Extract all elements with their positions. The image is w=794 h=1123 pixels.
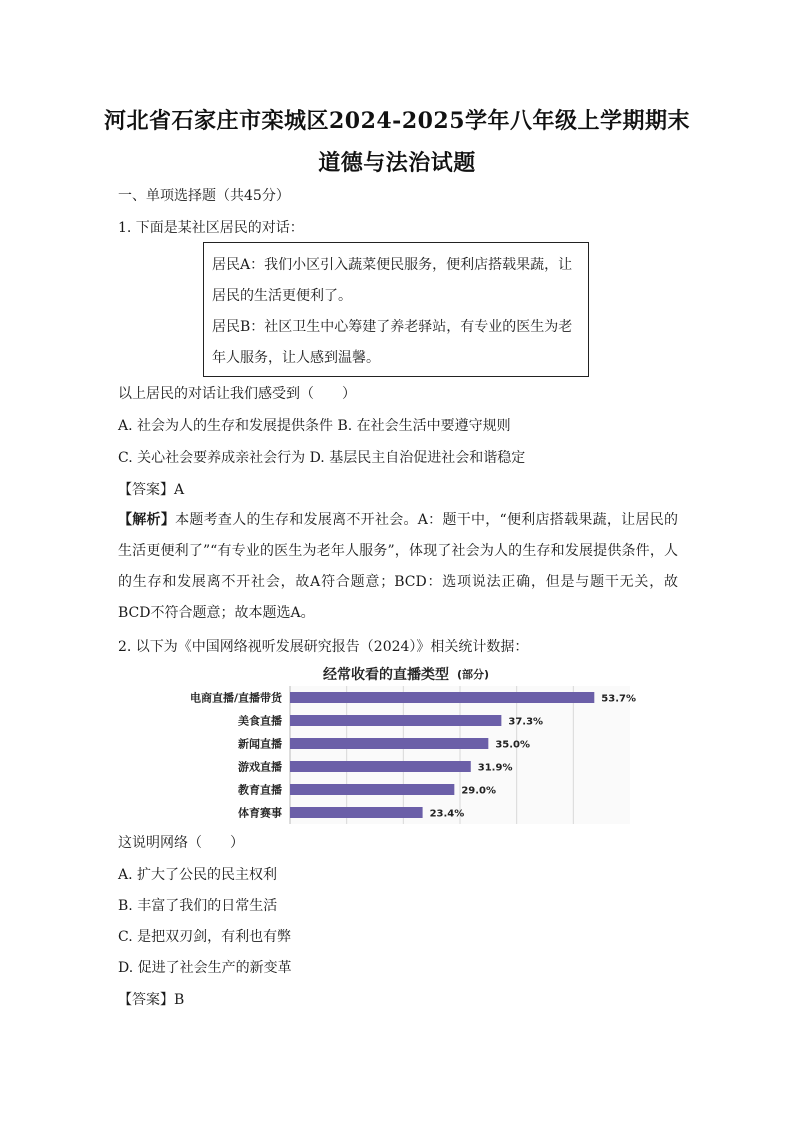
chart-bar: [290, 692, 594, 703]
chart-value-label: 53.7%: [601, 693, 637, 705]
document-title-line2: 道德与法治试题: [318, 150, 476, 176]
chart-bar: [290, 715, 501, 726]
chart-value-label: 37.3%: [508, 716, 544, 728]
q1-options-row1: A. 社会为人的生存和发展提供条件 B. 在社会生活中要遵守规则: [118, 418, 511, 434]
chart-category-label: 新闻直播: [238, 737, 282, 751]
chart-subtitle: (部分): [457, 668, 490, 681]
q2-option-a: A. 扩大了公民的民主权利: [118, 867, 278, 883]
chart-value-label: 31.9%: [477, 762, 513, 774]
document-title-line1: 河北省石家庄市栾城区2024-2025学年八年级上学期期末: [103, 108, 691, 134]
chart-value-label: 35.0%: [495, 739, 531, 751]
section-heading: 一、单项选择题（共45分）: [118, 188, 290, 204]
q1-resident-b: 居民B：社区卫生中心筹建了养老驿站，有专业的医生为老年人服务，让人感到温馨。: [212, 319, 573, 366]
chart-title: 经常收看的直播类型: [323, 667, 449, 683]
q1-answer: 【答案】A: [118, 482, 185, 498]
chart-value-label: 23.4%: [429, 808, 465, 820]
chart-category-label: 游戏直播: [238, 760, 282, 774]
chart-bar: [290, 807, 423, 818]
chart-svg: [170, 660, 637, 824]
q2-option-b: B. 丰富了我们的日常生活: [118, 898, 278, 914]
q2-option-c: C. 是把双刃剑，有利也有弊: [118, 929, 292, 945]
chart-category-label: 教育直播: [238, 783, 282, 797]
q1-dialog-box: [203, 242, 589, 377]
chart-value-label: 29.0%: [461, 785, 497, 797]
chart-category-label: 美食直播: [238, 714, 282, 728]
livestream-bar-chart: [170, 660, 637, 824]
q1-analysis-label: 【解析】: [118, 512, 176, 528]
chart-category-label: 体育赛事: [238, 806, 282, 820]
q2-option-d: D. 促进了社会生产的新变革: [118, 960, 292, 976]
q2-stem: 2. 以下为《中国网络视听发展研究报告（2024）》相关统计数据：: [118, 639, 529, 655]
chart-bar: [290, 761, 471, 772]
chart-bar: [290, 784, 454, 795]
chart-bar: [290, 738, 488, 749]
q1-prompt: 以上居民的对话让我们感受到（ ）: [118, 386, 356, 402]
q1-resident-a: 居民A：我们小区引入蔬菜便民服务，便利店搭载果蔬，让居民的生活更便利了。: [212, 257, 573, 304]
q2-answer: 【答案】B: [118, 992, 185, 1008]
q1-options-row2: C. 关心社会要养成亲社会行为 D. 基层民主自治促进社会和谐稳定: [118, 450, 526, 466]
q1-analysis: [118, 505, 678, 629]
q1-analysis-text: 本题考查人的生存和发展离不开社会。A：题干中，“便利店搭载果蔬，让居民的生活更便利了”“有专业的医生为老年人服务”，体现了社会为人的生存和发展提供条件，人的生存和发展离不开社会，故A符合题意；BCD：选项说法正确，但是与题干无关，故BCD不符合题意；故本题选A。: [118, 512, 679, 621]
chart-category-label: 电商直播/直播带货: [189, 691, 282, 705]
q1-stem: 1. 下面是某社区居民的对话：: [118, 220, 304, 236]
q2-prompt: 这说明网络（ ）: [118, 835, 244, 851]
